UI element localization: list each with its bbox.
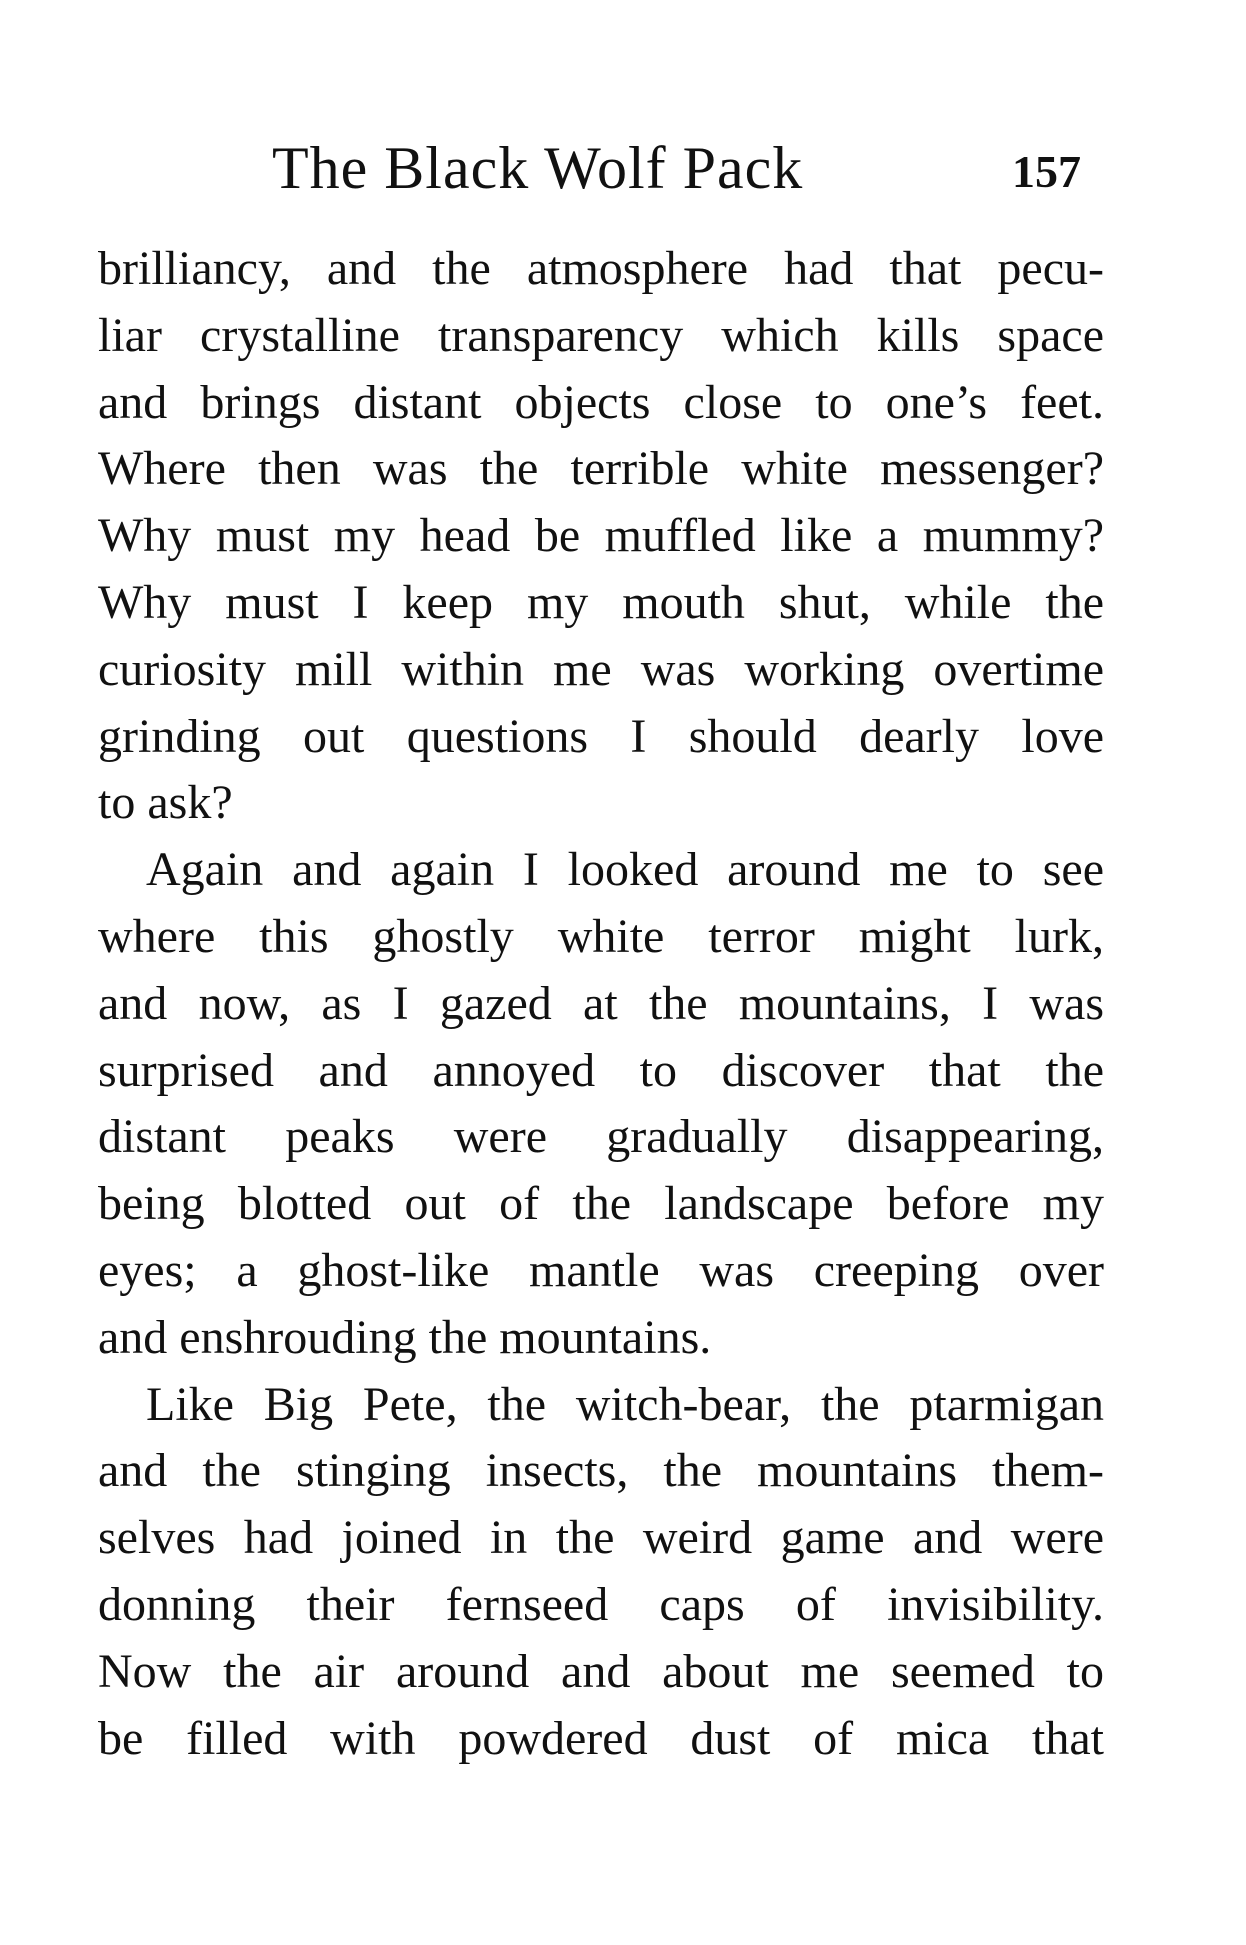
- text-line: to ask?: [98, 776, 233, 830]
- text-line: Again and again I looked around me to see: [146, 843, 1104, 897]
- text-line: brilliancy, and the atmosphere had that pecu-: [98, 242, 1104, 295]
- body-text: [98, 236, 1104, 1772]
- text-line: distant peaks were gradually disappearing,: [98, 1110, 1104, 1164]
- text-line: Why must I keep my mouth shut, while the: [98, 575, 1104, 629]
- text-line: and now, as I gazed at the mountains, I was: [98, 976, 1104, 1030]
- text-line: eyes; a ghost-like mantle was creeping over: [98, 1243, 1104, 1297]
- text-line: and the stinging insects, the mountains them-: [98, 1444, 1104, 1498]
- paragraph: [98, 1372, 1104, 1773]
- text-line: where this ghostly white terror might lurk,: [98, 909, 1104, 963]
- text-line: being blotted out of the landscape before my: [98, 1177, 1104, 1231]
- running-head-title: The Black Wolf Pack: [272, 135, 804, 201]
- text-line: be filled with powdered dust of mica that: [98, 1711, 1104, 1765]
- text-line: selves had joined in the weird game and were: [98, 1511, 1104, 1565]
- running-head: [0, 128, 1246, 208]
- text-line: surprised and annoyed to discover that the: [98, 1043, 1104, 1097]
- text-line: and enshrouding the mountains.: [98, 1310, 712, 1364]
- text-line: Where then was the terrible white messenger?: [98, 442, 1104, 496]
- page-number: 157: [1012, 146, 1081, 197]
- paragraph: [98, 236, 1104, 837]
- text-line: grinding out questions I should dearly love: [98, 709, 1104, 763]
- text-line: donning their fernseed caps of invisibility.: [98, 1577, 1104, 1631]
- text-line: curiosity mill within me was working overtime: [98, 642, 1104, 696]
- text-line: Now the air around and about me seemed to: [98, 1644, 1104, 1698]
- text-line: and brings distant objects close to one’s feet.: [98, 375, 1104, 429]
- paragraph: [98, 837, 1104, 1371]
- text-line: liar crystalline transparency which kills space: [98, 308, 1104, 362]
- text-line: Why must my head be muffled like a mummy?: [98, 509, 1104, 563]
- text-line: Like Big Pete, the witch-bear, the ptarmigan: [146, 1377, 1104, 1431]
